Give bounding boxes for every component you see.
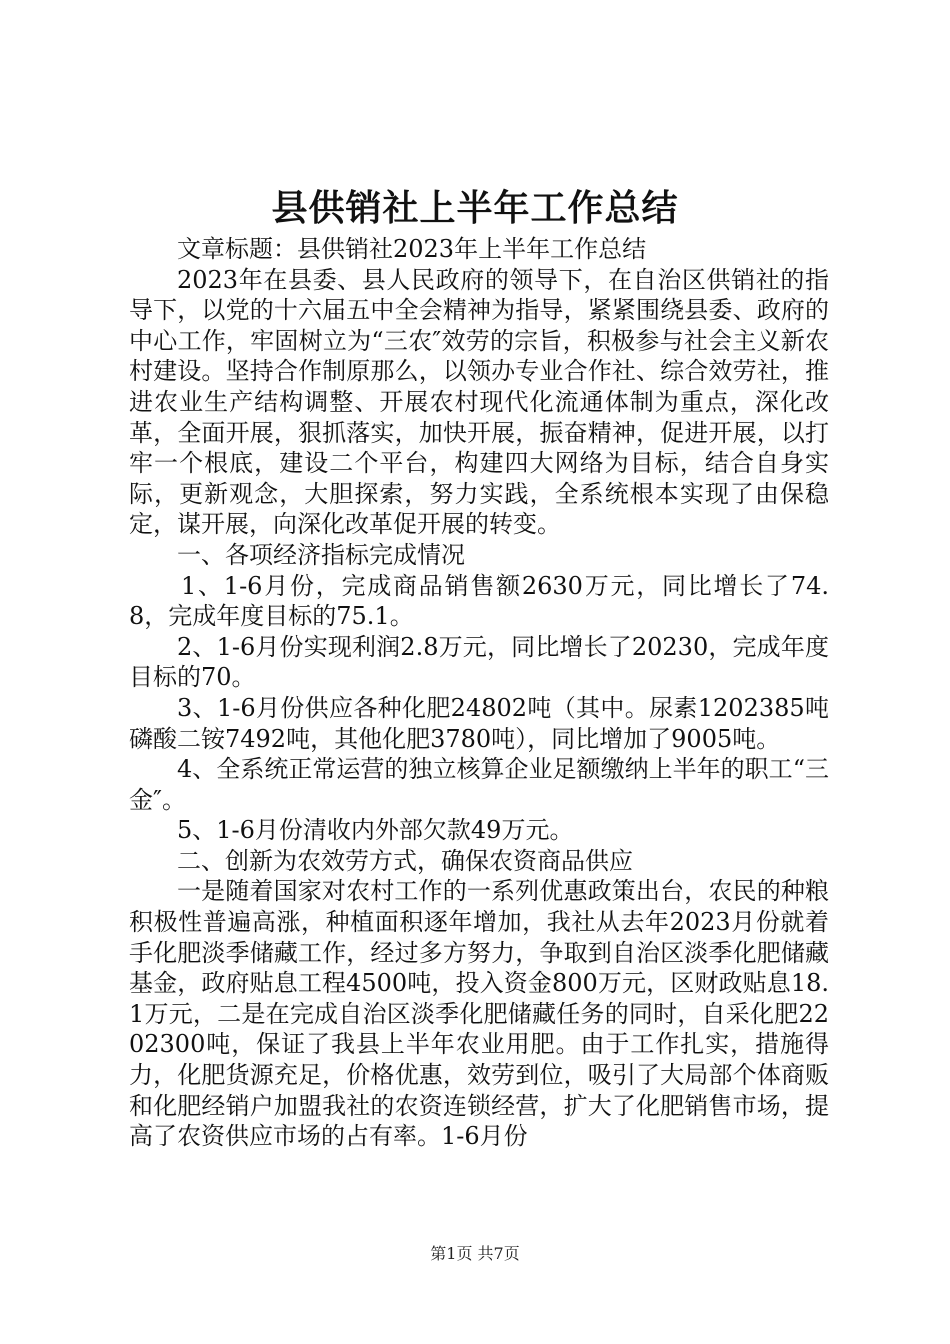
list-item-4: 4、全系统正常运营的独立核算企业足额缴纳上半年的职工“三金″。 bbox=[129, 755, 829, 814]
intro-paragraph: 2023年在县委、县人民政府的领导下，在自治区供销社的指导下，以党的十六届五中全会精神为指导，紧紧围绕县委、政府的中心工作，牢固树立为“三农″效劳的宗旨，积极参与社会主义新农村建设。坚持合作制原那么，以领办专业合作社、综合效劳社，推进农业生产结构调整、开展农村现代化流通体制为重点，深化改革，全面开展，狠抓落实，加快开展，振奋精神，促进开展，以打牢一个根底，建设二个平台，构建四大网络为目标，结合自身实际，更新观念，大胆探索，努力实践，全系统根本实现了由保稳定，谋开展，向深化改革促开展的转变。 bbox=[129, 265, 829, 539]
section-heading-1: 一、各项经济指标完成情况 bbox=[177, 540, 465, 569]
section-heading-2: 二、创新为农效劳方式，确保农资商品供应 bbox=[177, 846, 633, 875]
article-heading-line: 文章标题：县供销社2023年上半年工作总结 bbox=[177, 235, 647, 263]
list-item-1: 1、1-6月份，完成商品销售额2630万元，同比增长了74.8，完成年度目标的75.1。 bbox=[129, 571, 829, 631]
list-item-2: 2、1-6月份实现利润2.8万元，同比增长了20230，完成年度目标的70。 bbox=[129, 632, 829, 692]
page-footer: 第1页 共7页 bbox=[430, 1244, 520, 1263]
document-body bbox=[129, 234, 829, 1152]
section-2-paragraph: 一是随着国家对农村工作的一系列优惠政策出台，农民的种粮积极性普遍高涨，种植面积逐年增加，我社从去年2023月份就着手化肥淡季储藏工作，经过多方努力，争取到自治区淡季化肥储藏基金，政府贴息工程4500吨，投入资金800万元，区财政贴息18.1万元，二是在完成自治区淡季化肥储藏任务的同时，自采化肥2202300吨，保证了我县上半年农业用肥。由于工作扎实，措施得力，化肥货源充足，价格优惠，效劳到位，吸引了大局部个体商贩和化肥经销户加盟我社的农资连锁经营，扩大了化肥销售市场，提高了农资供应市场的占有率。1-6月份 bbox=[129, 877, 829, 1151]
document-title: 县供销社上半年工作总结 bbox=[271, 187, 679, 229]
list-item-3: 3、1-6月份供应各种化肥24802吨（其中。尿素1202385吨磷酸二铵7492吨，其他化肥3780吨），同比增加了9005吨。 bbox=[129, 693, 829, 753]
list-item-5: 5、1-6月份清收内外部欠款49万元。 bbox=[177, 816, 574, 845]
